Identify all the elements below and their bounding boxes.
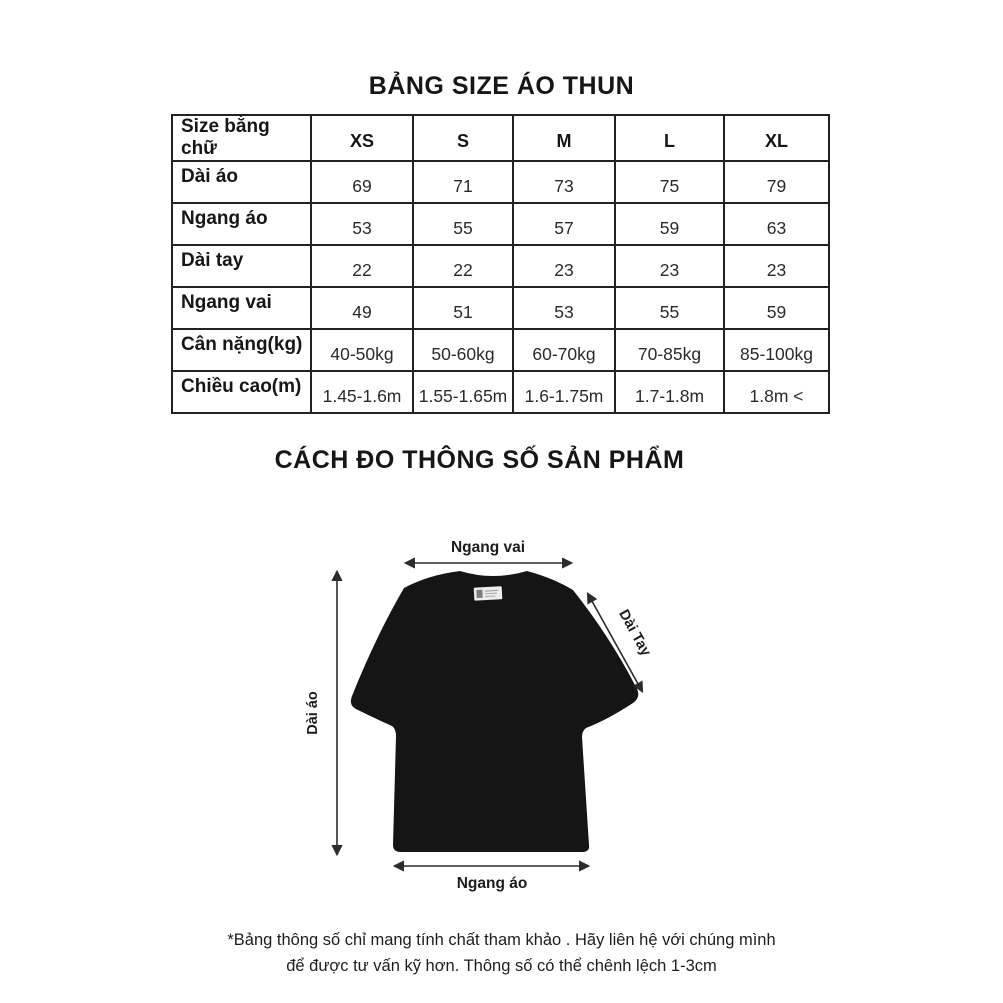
tshirt-silhouette (351, 571, 638, 852)
section-title-measure: CÁCH ĐO THÔNG SỐ SẢN PHẨM (274, 446, 685, 474)
footnote-line-2: để được tư vấn kỹ hơn. Thông số có thể chênh lệch 1-3cm (286, 957, 717, 975)
cell-value: 85-100kg (724, 329, 829, 371)
row-label: Ngang vai (172, 287, 311, 329)
size-table (171, 114, 830, 414)
cell-value: 60-70kg (513, 329, 615, 371)
cell-value: 1.6-1.75m (513, 371, 615, 413)
cell-value: 1.55-1.65m (413, 371, 513, 413)
cell-value: 55 (615, 287, 724, 329)
table-row-weight (172, 329, 829, 371)
table-row-shoulder-width (172, 287, 829, 329)
cell-value: 79 (724, 161, 829, 203)
tshirt-diagram-svg (290, 530, 710, 930)
cell-value: 53 (513, 287, 615, 329)
cell-value: 23 (513, 245, 615, 287)
row-label: Ngang áo (172, 203, 311, 245)
cell-value: 59 (615, 203, 724, 245)
tshirt-measurement-diagram (290, 530, 710, 930)
cell-value: 40-50kg (311, 329, 413, 371)
cell-value: 59 (724, 287, 829, 329)
size-table-header-row (172, 115, 829, 161)
cell-value: 22 (413, 245, 513, 287)
table-row-height (172, 371, 829, 413)
cell-value: 57 (513, 203, 615, 245)
cell-value: 51 (413, 287, 513, 329)
cell-value: 63 (724, 203, 829, 245)
neck-tag (474, 586, 503, 600)
row-label: Dài tay (172, 245, 311, 287)
cell-value: 70-85kg (615, 329, 724, 371)
cell-value: 71 (413, 161, 513, 203)
size-col-header-s: S (413, 115, 513, 161)
table-row-shirt-length (172, 161, 829, 203)
shoulder-width-label: Ngang vai (450, 539, 526, 556)
cell-value: 1.45-1.6m (311, 371, 413, 413)
cell-value: 55 (413, 203, 513, 245)
cell-value: 1.7-1.8m (615, 371, 724, 413)
cell-value: 49 (311, 287, 413, 329)
cell-value: 1.8m < (724, 371, 829, 413)
cell-value: 23 (615, 245, 724, 287)
cell-value: 73 (513, 161, 615, 203)
sleeve-length-label: Dài Tay (615, 607, 654, 660)
size-col-header-xl: XL (724, 115, 829, 161)
cell-value: 69 (311, 161, 413, 203)
cell-value: 53 (311, 203, 413, 245)
cell-value: 75 (615, 161, 724, 203)
row-label: Chiều cao(m) (172, 371, 311, 413)
shirt-width-label: Ngang áo (456, 875, 528, 892)
table-row-sleeve-length (172, 245, 829, 287)
footnote (0, 927, 1003, 979)
table-row-shirt-width (172, 203, 829, 245)
size-col-header-l: L (615, 115, 724, 161)
cell-value: 22 (311, 245, 413, 287)
size-table-corner-label: Size bằng chữ (172, 115, 311, 161)
footnote-line-1: *Bảng thông số chỉ mang tính chất tham khảo . Hãy liên hệ với chúng mình (227, 931, 776, 949)
size-col-header-xs: XS (311, 115, 413, 161)
size-col-header-m: M (513, 115, 615, 161)
page-title: BẢNG SIZE ÁO THUN (368, 72, 635, 100)
cell-value: 23 (724, 245, 829, 287)
cell-value: 50-60kg (413, 329, 513, 371)
row-label: Dài áo (172, 161, 311, 203)
row-label: Cân nặng(kg) (172, 329, 311, 371)
shirt-length-label: Dài áo (305, 691, 321, 735)
